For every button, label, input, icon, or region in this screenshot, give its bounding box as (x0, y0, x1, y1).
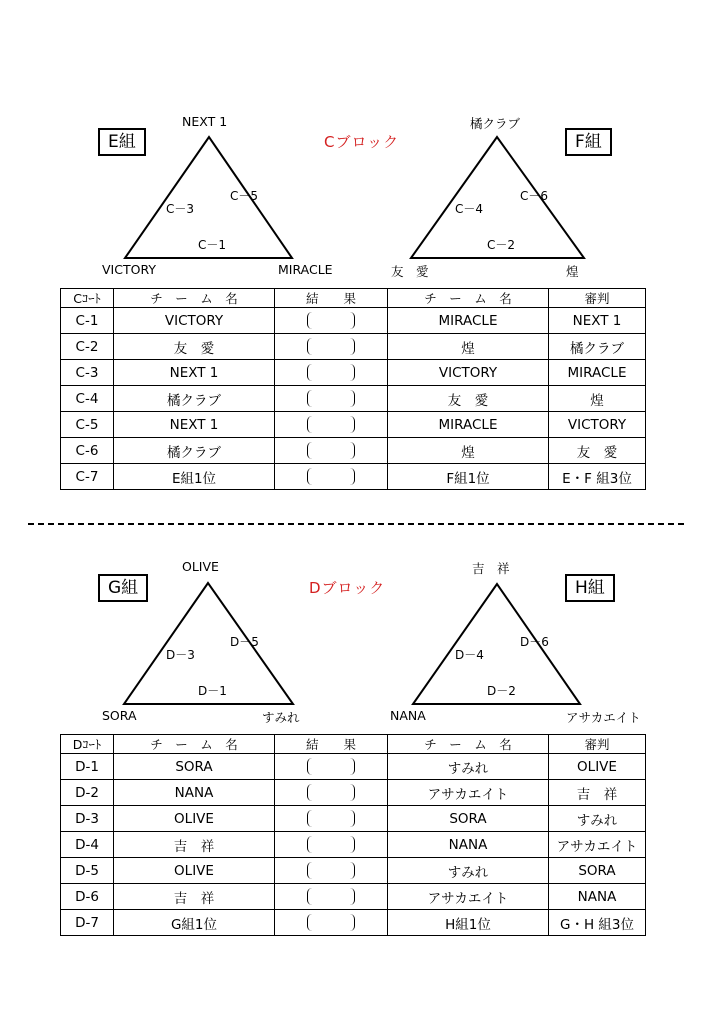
edge-right-label: D－5 (230, 635, 259, 649)
table-row (61, 832, 646, 858)
team1-cell: 橘クラブ (114, 386, 275, 412)
team2-cell: アサカエイト (388, 780, 549, 806)
table-row (61, 858, 646, 884)
result-cell[interactable] (275, 360, 388, 386)
team1-cell: OLIVE (114, 858, 275, 884)
referee-cell: SORA (549, 858, 646, 884)
court-cell: C-5 (61, 412, 114, 438)
block-title: Dブロック (309, 579, 386, 597)
edge-right-label: C－6 (520, 189, 549, 203)
result-cell[interactable] (275, 884, 388, 910)
team2-cell: すみれ (388, 754, 549, 780)
result-cell[interactable] (275, 832, 388, 858)
header-court: Dｺｰﾄ (61, 735, 114, 754)
referee-cell: NANA (549, 884, 646, 910)
edge-left-label: C－4 (455, 202, 484, 216)
team2-cell: すみれ (388, 858, 549, 884)
vertex-bottom-left-right-group: 友 愛 (391, 264, 429, 279)
court-cell: D-2 (61, 780, 114, 806)
referee-cell: MIRACLE (549, 360, 646, 386)
result-cell[interactable] (275, 858, 388, 884)
team2-cell: H組1位 (388, 910, 549, 936)
court-cell: D-3 (61, 806, 114, 832)
table-row (61, 754, 646, 780)
vertex-bottom-right-right-group: アサカエイト (566, 710, 641, 725)
table-row (61, 412, 646, 438)
header-referee: 審判 (549, 735, 646, 754)
result-bracket (307, 836, 355, 853)
vertex-bottom-right-left-group: すみれ (262, 710, 300, 725)
edge-right-label: C－5 (230, 189, 259, 203)
result-cell[interactable] (275, 412, 388, 438)
team2-cell: SORA (388, 806, 549, 832)
court-cell: D-7 (61, 910, 114, 936)
result-bracket (307, 390, 355, 407)
referee-cell: VICTORY (549, 412, 646, 438)
court-cell: C-3 (61, 360, 114, 386)
result-bracket (307, 338, 355, 355)
result-cell[interactable] (275, 334, 388, 360)
header-result: 結 果 (275, 289, 388, 308)
header-team1: チ ー ム 名 (114, 735, 275, 754)
team1-cell: NEXT 1 (114, 412, 275, 438)
vertex-top-right-group: 橘クラブ (470, 116, 521, 131)
referee-cell: すみれ (549, 806, 646, 832)
edge-bottom-label: D－1 (198, 684, 227, 698)
team1-cell: NEXT 1 (114, 360, 275, 386)
table-row (61, 360, 646, 386)
vertex-bottom-right-right-group: 煌 (566, 264, 579, 279)
team2-cell: 煌 (388, 438, 549, 464)
edge-right-label: D－6 (520, 635, 549, 649)
court-cell: D-4 (61, 832, 114, 858)
referee-cell: 橘クラブ (549, 334, 646, 360)
team2-cell: F組1位 (388, 464, 549, 490)
result-bracket (307, 810, 355, 827)
edge-bottom-label: C－2 (487, 238, 516, 252)
team2-cell: VICTORY (388, 360, 549, 386)
team1-cell: E組1位 (114, 464, 275, 490)
team1-cell: OLIVE (114, 806, 275, 832)
result-bracket (307, 364, 355, 381)
referee-cell: 吉 祥 (549, 780, 646, 806)
table-row (61, 334, 646, 360)
table-row (61, 806, 646, 832)
court-cell: C-7 (61, 464, 114, 490)
header-team1: チ ー ム 名 (114, 289, 275, 308)
result-bracket (307, 862, 355, 879)
result-cell[interactable] (275, 806, 388, 832)
header-court: Cｺｰﾄ (61, 289, 114, 308)
referee-cell: NEXT 1 (549, 308, 646, 334)
court-cell: C-2 (61, 334, 114, 360)
court-cell: D-5 (61, 858, 114, 884)
referee-cell: 煌 (549, 386, 646, 412)
referee-cell: アサカエイト (549, 832, 646, 858)
court-cell: D-6 (61, 884, 114, 910)
header-referee: 審判 (549, 289, 646, 308)
vertex-bottom-left-left-group: VICTORY (102, 262, 156, 277)
header-result: 結 果 (275, 735, 388, 754)
team2-cell: 友 愛 (388, 386, 549, 412)
group-label-right: H組 (565, 574, 615, 602)
team1-cell: 友 愛 (114, 334, 275, 360)
result-bracket (307, 914, 355, 931)
table-header-row (61, 289, 646, 308)
table-header-row (61, 735, 646, 754)
result-cell[interactable] (275, 910, 388, 936)
result-cell[interactable] (275, 308, 388, 334)
result-cell[interactable] (275, 780, 388, 806)
team1-cell: 吉 祥 (114, 832, 275, 858)
result-bracket (307, 312, 355, 329)
group-label-left: G組 (98, 574, 148, 602)
team2-cell: NANA (388, 832, 549, 858)
schedule-table (60, 734, 646, 936)
table-row (61, 780, 646, 806)
vertex-bottom-right-left-group: MIRACLE (278, 262, 333, 277)
edge-left-label: C－3 (166, 202, 195, 216)
header-team2: チ ー ム 名 (388, 735, 549, 754)
vertex-bottom-left-left-group: SORA (102, 708, 137, 723)
team1-cell: VICTORY (114, 308, 275, 334)
table-row (61, 308, 646, 334)
table-row (61, 910, 646, 936)
referee-cell: 友 愛 (549, 438, 646, 464)
referee-cell: E・F 組3位 (549, 464, 646, 490)
vertex-top-left-group: OLIVE (182, 559, 219, 574)
team1-cell: SORA (114, 754, 275, 780)
vertex-bottom-left-right-group: NANA (390, 708, 426, 723)
result-cell[interactable] (275, 754, 388, 780)
vertex-top-right-group: 吉 祥 (472, 561, 510, 576)
court-cell: C-6 (61, 438, 114, 464)
edge-left-label: D－3 (166, 648, 195, 662)
referee-cell: G・H 組3位 (549, 910, 646, 936)
team1-cell: NANA (114, 780, 275, 806)
edge-bottom-label: C－1 (198, 238, 227, 252)
edge-bottom-label: D－2 (487, 684, 516, 698)
result-bracket (307, 416, 355, 433)
team2-cell: MIRACLE (388, 308, 549, 334)
block-title: Cブロック (324, 133, 400, 151)
group-label-left: E組 (98, 128, 146, 156)
team1-cell: G組1位 (114, 910, 275, 936)
court-cell: C-1 (61, 308, 114, 334)
table-row (61, 386, 646, 412)
team1-cell: 橘クラブ (114, 438, 275, 464)
triangle-right (0, 446, 724, 736)
result-bracket (307, 758, 355, 775)
team2-cell: MIRACLE (388, 412, 549, 438)
triangle-right (0, 0, 724, 290)
team1-cell: 吉 祥 (114, 884, 275, 910)
referee-cell: OLIVE (549, 754, 646, 780)
header-team2: チ ー ム 名 (388, 289, 549, 308)
team2-cell: 煌 (388, 334, 549, 360)
result-bracket (307, 784, 355, 801)
group-label-right: F組 (565, 128, 612, 156)
result-bracket (307, 888, 355, 905)
court-cell: D-1 (61, 754, 114, 780)
edge-left-label: D－4 (455, 648, 484, 662)
vertex-top-left-group: NEXT 1 (182, 114, 228, 129)
result-cell[interactable] (275, 386, 388, 412)
team2-cell: アサカエイト (388, 884, 549, 910)
table-row (61, 884, 646, 910)
court-cell: C-4 (61, 386, 114, 412)
